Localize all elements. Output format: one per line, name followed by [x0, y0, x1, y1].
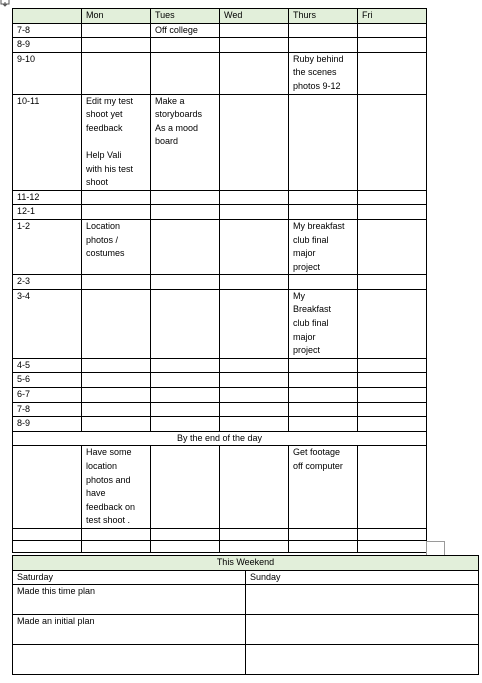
- blank-row: [13, 540, 427, 552]
- time-slot-cell[interactable]: 7-8: [13, 402, 82, 417]
- schedule-cell[interactable]: Location photos / costumes: [82, 219, 151, 274]
- blank-cell[interactable]: [289, 528, 358, 540]
- sunday-header-cell[interactable]: Sunday: [246, 570, 479, 585]
- end-of-day-cell[interactable]: Get footage off computer: [289, 446, 358, 529]
- schedule-cell[interactable]: [82, 373, 151, 388]
- schedule-cell[interactable]: [289, 417, 358, 432]
- schedule-cell[interactable]: [220, 205, 289, 220]
- schedule-cell[interactable]: [358, 358, 427, 373]
- schedule-cell[interactable]: [289, 38, 358, 53]
- schedule-cell[interactable]: Make a storyboards As a mood board: [151, 94, 220, 190]
- blank-cell[interactable]: [82, 528, 151, 540]
- blank-cell[interactable]: [82, 540, 151, 552]
- schedule-cell[interactable]: [358, 289, 427, 358]
- time-slot-cell[interactable]: 8-9: [13, 38, 82, 53]
- schedule-cell[interactable]: [220, 52, 289, 94]
- day-header-wed[interactable]: Wed: [220, 9, 289, 24]
- day-header-thurs[interactable]: Thurs: [289, 9, 358, 24]
- weekend-row: [13, 615, 479, 645]
- schedule-cell[interactable]: [82, 38, 151, 53]
- schedule-cell[interactable]: [358, 388, 427, 403]
- end-of-day-row: [13, 446, 427, 529]
- schedule-cell[interactable]: [82, 289, 151, 358]
- weekend-row: [13, 645, 479, 675]
- schedule-cell[interactable]: [220, 38, 289, 53]
- time-slot-cell[interactable]: 7-8: [13, 23, 82, 38]
- timetable-row: [13, 52, 427, 94]
- schedule-cell[interactable]: [82, 402, 151, 417]
- blank-row: [13, 528, 427, 540]
- timetable-row: [13, 190, 427, 205]
- schedule-cell[interactable]: [220, 358, 289, 373]
- timetable-row: [13, 402, 427, 417]
- schedule-cell[interactable]: [151, 205, 220, 220]
- saturday-cell[interactable]: [13, 645, 246, 675]
- schedule-cell[interactable]: [220, 219, 289, 274]
- blank-cell[interactable]: [358, 528, 427, 540]
- blank-cell[interactable]: [220, 540, 289, 552]
- schedule-cell[interactable]: [151, 275, 220, 290]
- schedule-cell[interactable]: [220, 190, 289, 205]
- time-slot-cell[interactable]: 5-6: [13, 373, 82, 388]
- schedule-cell[interactable]: [151, 219, 220, 274]
- schedule-cell[interactable]: [358, 190, 427, 205]
- schedule-cell[interactable]: [82, 388, 151, 403]
- schedule-cell[interactable]: [151, 52, 220, 94]
- time-slot-cell[interactable]: 2-3: [13, 275, 82, 290]
- schedule-cell[interactable]: [151, 289, 220, 358]
- sunday-cell[interactable]: [246, 615, 479, 645]
- sunday-cell[interactable]: [246, 645, 479, 675]
- timetable-row: [13, 94, 427, 190]
- schedule-cell[interactable]: [82, 358, 151, 373]
- timetable-row: [13, 23, 427, 38]
- weekly-timetable: [12, 8, 427, 553]
- blank-cell[interactable]: [151, 540, 220, 552]
- end-of-day-cell[interactable]: [358, 446, 427, 529]
- schedule-cell[interactable]: [82, 190, 151, 205]
- schedule-cell[interactable]: Off college: [151, 23, 220, 38]
- time-slot-cell[interactable]: 9-10: [13, 52, 82, 94]
- schedule-cell[interactable]: [358, 275, 427, 290]
- schedule-cell[interactable]: [289, 190, 358, 205]
- end-of-day-cell[interactable]: [151, 446, 220, 529]
- blank-cell[interactable]: [13, 540, 82, 552]
- schedule-cell[interactable]: [220, 417, 289, 432]
- timetable-row: [13, 289, 427, 358]
- saturday-cell[interactable]: Made an initial plan: [13, 615, 246, 645]
- schedule-cell[interactable]: [151, 388, 220, 403]
- end-of-day-cell[interactable]: [13, 446, 82, 529]
- schedule-cell[interactable]: [82, 275, 151, 290]
- schedule-cell[interactable]: [289, 23, 358, 38]
- schedule-cell[interactable]: [289, 205, 358, 220]
- blank-cell[interactable]: [13, 528, 82, 540]
- time-header-cell[interactable]: [13, 9, 82, 24]
- schedule-cell[interactable]: [220, 373, 289, 388]
- schedule-cell[interactable]: [220, 289, 289, 358]
- day-header-tues[interactable]: Tues: [151, 9, 220, 24]
- schedule-cell[interactable]: Edit my test shoot yet feedback Help Vali with his test shoot: [82, 94, 151, 190]
- anchor-icon: [0, 0, 10, 7]
- blank-cell[interactable]: [151, 528, 220, 540]
- weekend-days-row: [13, 570, 479, 585]
- day-header-fri[interactable]: Fri: [358, 9, 427, 24]
- schedule-cell[interactable]: Ruby behind the scenes photos 9-12: [289, 52, 358, 94]
- timetable-row: [13, 417, 427, 432]
- time-slot-cell[interactable]: 3-4: [13, 289, 82, 358]
- schedule-cell[interactable]: [358, 52, 427, 94]
- schedule-cell[interactable]: [358, 219, 427, 274]
- end-of-day-title-cell[interactable]: By the end of the day: [13, 431, 427, 446]
- time-slot-cell[interactable]: 8-9: [13, 417, 82, 432]
- timetable-body: [13, 23, 427, 431]
- time-slot-cell[interactable]: 10-11: [13, 94, 82, 190]
- end-of-day-cell[interactable]: Have some location photos and have feedback on test shoot .: [82, 446, 151, 529]
- schedule-cell[interactable]: [289, 358, 358, 373]
- schedule-cell[interactable]: [82, 205, 151, 220]
- schedule-cell[interactable]: [220, 94, 289, 190]
- schedule-cell[interactable]: [220, 402, 289, 417]
- schedule-cell[interactable]: [358, 205, 427, 220]
- schedule-cell[interactable]: [289, 275, 358, 290]
- blank-cell[interactable]: [289, 540, 358, 552]
- schedule-cell[interactable]: [358, 94, 427, 190]
- schedule-cell[interactable]: [151, 190, 220, 205]
- schedule-cell[interactable]: [151, 417, 220, 432]
- timetable-row: [13, 388, 427, 403]
- schedule-cell[interactable]: [151, 38, 220, 53]
- schedule-cell[interactable]: [358, 38, 427, 53]
- schedule-cell[interactable]: [82, 417, 151, 432]
- time-slot-cell[interactable]: 11-12: [13, 190, 82, 205]
- time-slot-cell[interactable]: 4-5: [13, 358, 82, 373]
- sunday-cell[interactable]: [246, 585, 479, 615]
- schedule-cell[interactable]: [289, 402, 358, 417]
- day-header-mon[interactable]: Mon: [82, 9, 151, 24]
- schedule-cell[interactable]: [151, 402, 220, 417]
- timetable-row: [13, 373, 427, 388]
- timetable-row: [13, 358, 427, 373]
- schedule-cell[interactable]: [82, 52, 151, 94]
- saturday-cell[interactable]: Made this time plan: [13, 585, 246, 615]
- schedule-cell[interactable]: My Breakfast club final major project: [289, 289, 358, 358]
- schedule-cell[interactable]: [289, 94, 358, 190]
- end-of-day-title-row: [13, 431, 427, 446]
- schedule-cell[interactable]: [220, 275, 289, 290]
- blank-cell[interactable]: [220, 528, 289, 540]
- timetable-row: [13, 219, 427, 274]
- saturday-header-cell[interactable]: Saturday: [13, 570, 246, 585]
- weekend-title-row: [13, 556, 479, 571]
- schedule-cell[interactable]: [358, 417, 427, 432]
- weekend-table: [12, 555, 479, 675]
- schedule-cell[interactable]: [289, 373, 358, 388]
- timetable-row: [13, 275, 427, 290]
- weekend-title-cell[interactable]: This Weekend: [13, 556, 479, 571]
- schedule-cell[interactable]: [151, 373, 220, 388]
- schedule-cell[interactable]: [220, 388, 289, 403]
- time-slot-cell[interactable]: 1-2: [13, 219, 82, 274]
- schedule-cell[interactable]: [358, 373, 427, 388]
- time-slot-cell[interactable]: 6-7: [13, 388, 82, 403]
- weekend-row: [13, 585, 479, 615]
- time-slot-cell[interactable]: 12-1: [13, 205, 82, 220]
- timetable-row: [13, 38, 427, 53]
- blank-cell[interactable]: [358, 540, 427, 552]
- schedule-cell[interactable]: [151, 358, 220, 373]
- end-of-day-cell[interactable]: [220, 446, 289, 529]
- schedule-cell[interactable]: [358, 23, 427, 38]
- schedule-cell[interactable]: [358, 402, 427, 417]
- schedule-cell[interactable]: [289, 388, 358, 403]
- schedule-cell[interactable]: [82, 23, 151, 38]
- schedule-cell[interactable]: [220, 23, 289, 38]
- timetable-header-row: [13, 9, 427, 24]
- timetable-row: [13, 205, 427, 220]
- schedule-cell[interactable]: My breakfast club final major project: [289, 219, 358, 274]
